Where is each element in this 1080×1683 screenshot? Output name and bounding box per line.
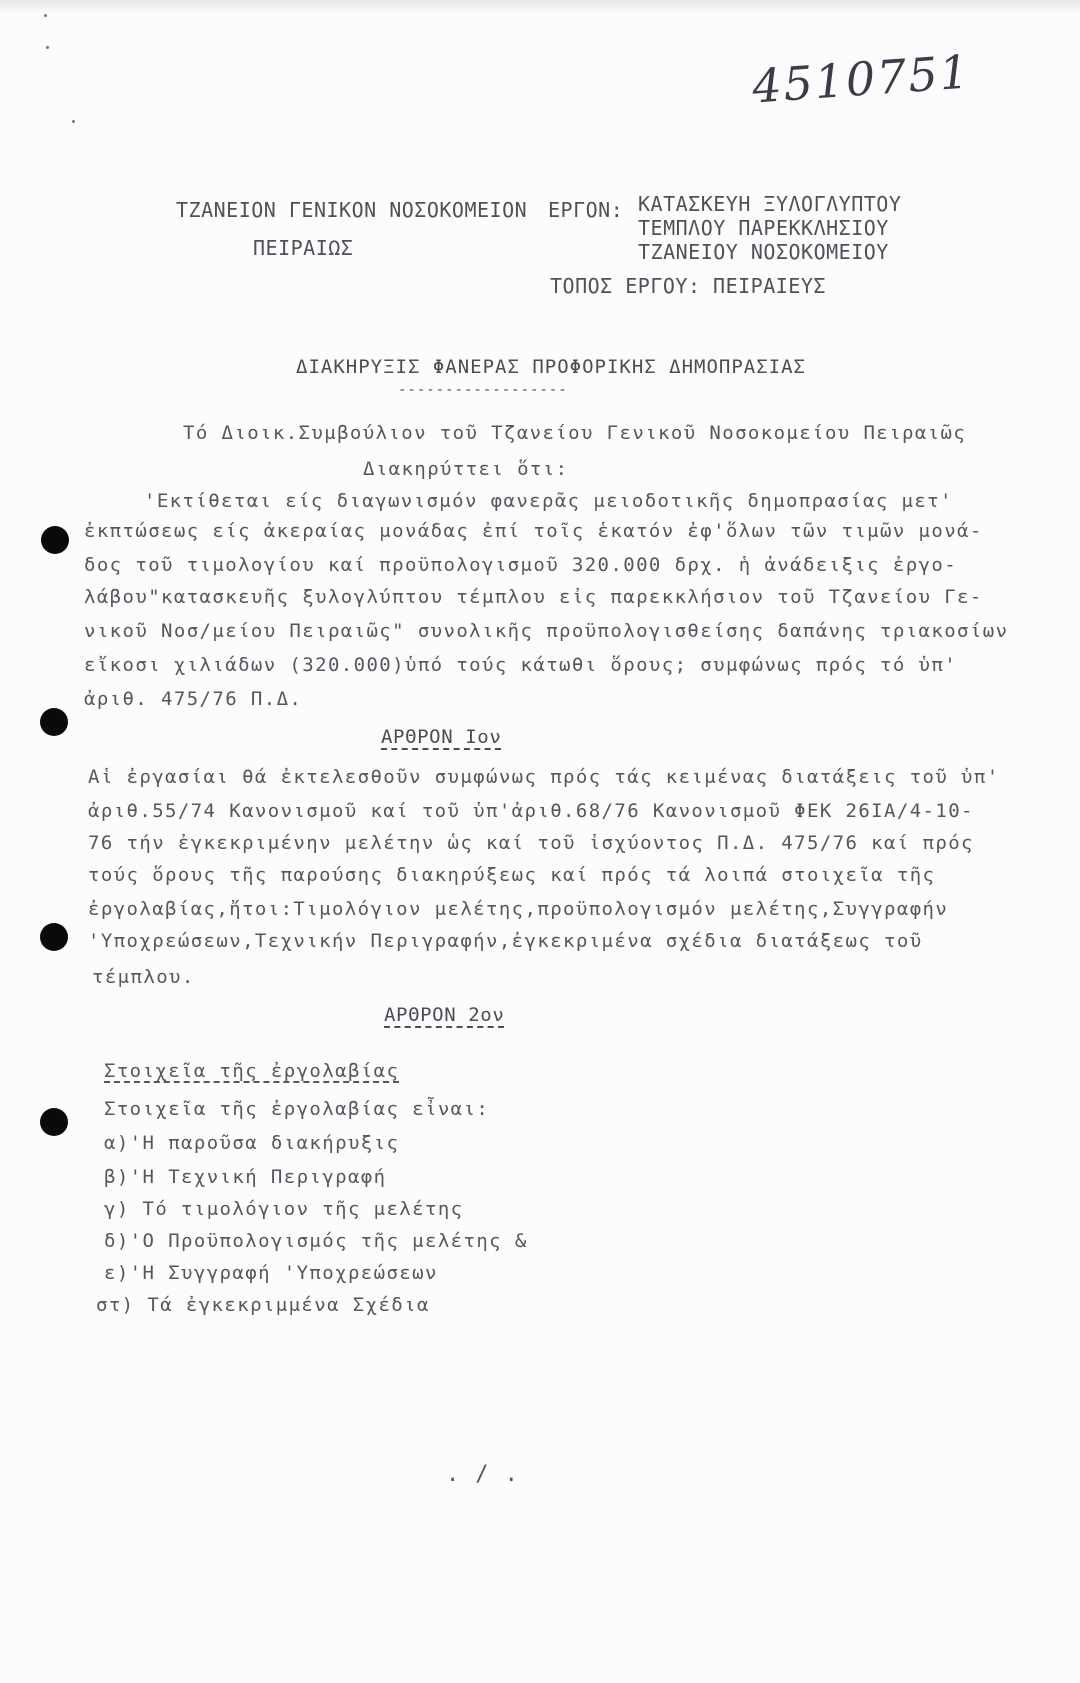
article-1-line: ἀριθ.55/74 Κανονισμοῦ καί τοῦ ὑπ'ἀριθ.68/76 Κανονισμοῦ ΦΕΚ 26ΙΑ/4-10- (88, 800, 974, 822)
project-location: ΤΟΠΟΣ ΕΡΓΟΥ: ΠΕΙΡΑΙΕΥΣ (550, 274, 826, 298)
article-2-item: δ)'Ο Προϋπολογισμός τῆς μελέτης & (104, 1230, 528, 1252)
intro-paragraph-line: ἐκπτώσεως είς ἀκεραίας μονάδας ἐπί τοῖς ἑκατόν ἐφ'ὅλων τῶν τιμῶν μονά- (84, 520, 983, 542)
institution-city: ΠΕΙΡΑΙΩΣ (253, 236, 354, 260)
intro-paragraph-line: εἴκοσι χιλιάδων (320.000)ὑπό τούς κάτωθι ὅρους; συμφώνως πρός τό ὑπ' (84, 654, 958, 676)
article-1-heading: ΑΡΘΡΟΝ Ιον (381, 726, 502, 748)
document-title: ΔΙΑΚΗΡΥΞΙΣ ΦΑΝΕΡΑΣ ΠΡΟΦΟΡΙΚΗΣ ΔΗΜΟΠΡΑΣΙΑΣ (296, 356, 806, 378)
project-line-3: ΤΖΑΝΕΙΟΥ ΝΟΣΟΚΟΜΕΙΟΥ (638, 240, 889, 264)
article-2-item: α)'Η παροῦσα διακήρυξις (104, 1132, 400, 1154)
scan-speck (46, 46, 49, 49)
intro-paragraph-line: νικοῦ Νοσ/μείου Πειραιῶς" συνολικῆς προϋπολογισθείσης δαπάνης τριακοσίων (84, 620, 1009, 642)
article-2-heading: ΑΡΘΡΟΝ 2ον (384, 1004, 505, 1026)
handwritten-reference-number: 4510751 (750, 44, 973, 114)
continuation-mark: . / . (446, 1462, 520, 1487)
intro-paragraph-line: 'Εκτίθεται είς διαγωνισμόν φανερᾶς μειοδοτικῆς δημοπρασίας μετ' (144, 490, 953, 512)
article-2-subheading: Στοιχεῖα τῆς ἐργολαβίας (104, 1060, 400, 1082)
scan-speck (44, 14, 47, 17)
article-2-item: στ) Τά ἐγκεκριμμένα Σχέδια (96, 1294, 430, 1316)
article-1-line: 76 τήν ἐγκεκριμένην μελέτην ὡς καί τοῦ ἰσχύοντος Π.Δ. 475/76 καί πρός (88, 832, 974, 854)
scan-top-edge (0, 0, 1080, 14)
article-2-item: β)'Η Τεχνική Περιγραφή (104, 1166, 387, 1188)
article-2-item: γ) Τό τιμολόγιον τῆς μελέτης (104, 1198, 464, 1220)
article-1-line: 'Υποχρεώσεων,Τεχνικήν Περιγραφήν,ἐγκεκριμένα σχέδια διατάξεως τοῦ (88, 930, 923, 952)
intro-paragraph-line: ἀριθ. 475/76 Π.Δ. (84, 688, 303, 710)
project-line-1: ΚΑΤΑΣΚΕΥΗ ΞΥΛΟΓΛΥΠΤΟΥ (638, 192, 902, 216)
intro-line-2: Διακηρύττει ὅτι: (363, 458, 569, 480)
project-line-2: ΤΕΜΠΛΟΥ ΠΑΡΕΚΚΛΗΣΙΟΥ (638, 216, 889, 240)
article-1-line: τούς ὅρους τῆς παρούσης διακηρύξεως καί πρός τά λοιπά στοιχεῖα τῆς (88, 864, 936, 886)
institution-name: ΤΖΑΝΕΙΟΝ ΓΕΝΙΚΟΝ ΝΟΣΟΚΟΜΕΙΟΝ (176, 198, 528, 222)
intro-paragraph-line: λάβου"κατασκευῆς ξυλογλύπτου τέμπλου εἰς παρεκκλήσιον τοῦ Τζανείου Γε- (84, 586, 983, 608)
punch-hole (41, 526, 69, 554)
article-1-line: ἐργολαβίας,ἤτοι:Τιμολόγιον μελέτης,προϋπολογισμόν μελέτης,Συγγραφήν (88, 898, 949, 920)
project-label: ΕΡΓΟΝ: (548, 198, 624, 222)
intro-paragraph-line: δος τοῦ τιμολογίου καί προϋπολογισμοῦ 320.000 δρχ. ἡ ἀνάδειξις ἐργο- (84, 554, 958, 576)
title-underline: ------------------ (398, 382, 568, 398)
scan-speck (72, 120, 75, 123)
intro-line-1: Τό Διοικ.Συμβούλιον τοῦ Τζανείου Γενικοῦ Νοσοκομείου Πειραιῶς (183, 422, 967, 444)
article-1-line: Αἱ ἐργασίαι θά ἐκτελεσθοῦν συμφώνως πρός τάς κειμένας διατάξεις τοῦ ὑπ' (88, 766, 1000, 788)
article-1-line: τέμπλου. (92, 966, 195, 988)
article-2-intro: Στοιχεῖα τῆς ἐργολαβίας εἶναι: (104, 1098, 490, 1120)
punch-hole (40, 923, 68, 951)
punch-hole (40, 1108, 68, 1136)
punch-hole (40, 708, 68, 736)
article-2-item: ε)'Η Συγγραφή 'Υποχρεώσεων (104, 1262, 438, 1284)
